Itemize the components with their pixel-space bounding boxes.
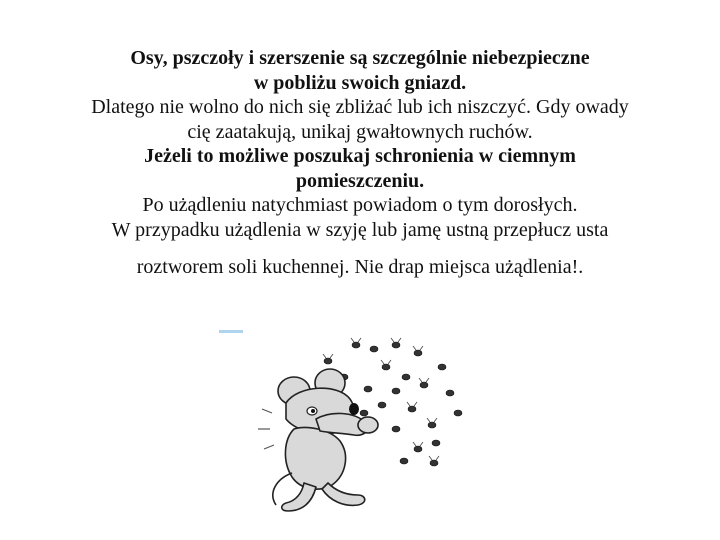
advice-text bbox=[20, 46, 700, 280]
bold-line-6: pomieszczeniu. bbox=[295, 169, 425, 192]
bold-line-5: Jeżeli to możliwe poszukaj schronienia w ciemnym bbox=[144, 145, 576, 167]
heading-line-1: Osy, pszczoły i szerszenie są szczególnie niebezpieczne bbox=[130, 47, 590, 69]
cartoon-mouse-attacked-by-bees-icon bbox=[246, 333, 488, 513]
body-line-3: Dlatego nie wolno do nich się zbliżać lub ich niszczyć. Gdy owady bbox=[91, 96, 629, 118]
body-line-7: Po użądleniu natychmiast powiadom o tym dorosłych. bbox=[142, 194, 578, 216]
accent-bar bbox=[219, 330, 243, 333]
body-line-9: roztworem soli kuchennej. Nie drap miejsca użądlenia!. bbox=[136, 256, 584, 278]
body-line-4: cię zaatakują, unikaj gwałtownych ruchów. bbox=[187, 120, 533, 143]
heading-line-2: w pobliżu swoich gniazd. bbox=[253, 71, 467, 94]
body-line-8: W przypadku użądlenia w szyję lub jamę ustną przepłucz usta bbox=[111, 218, 609, 241]
